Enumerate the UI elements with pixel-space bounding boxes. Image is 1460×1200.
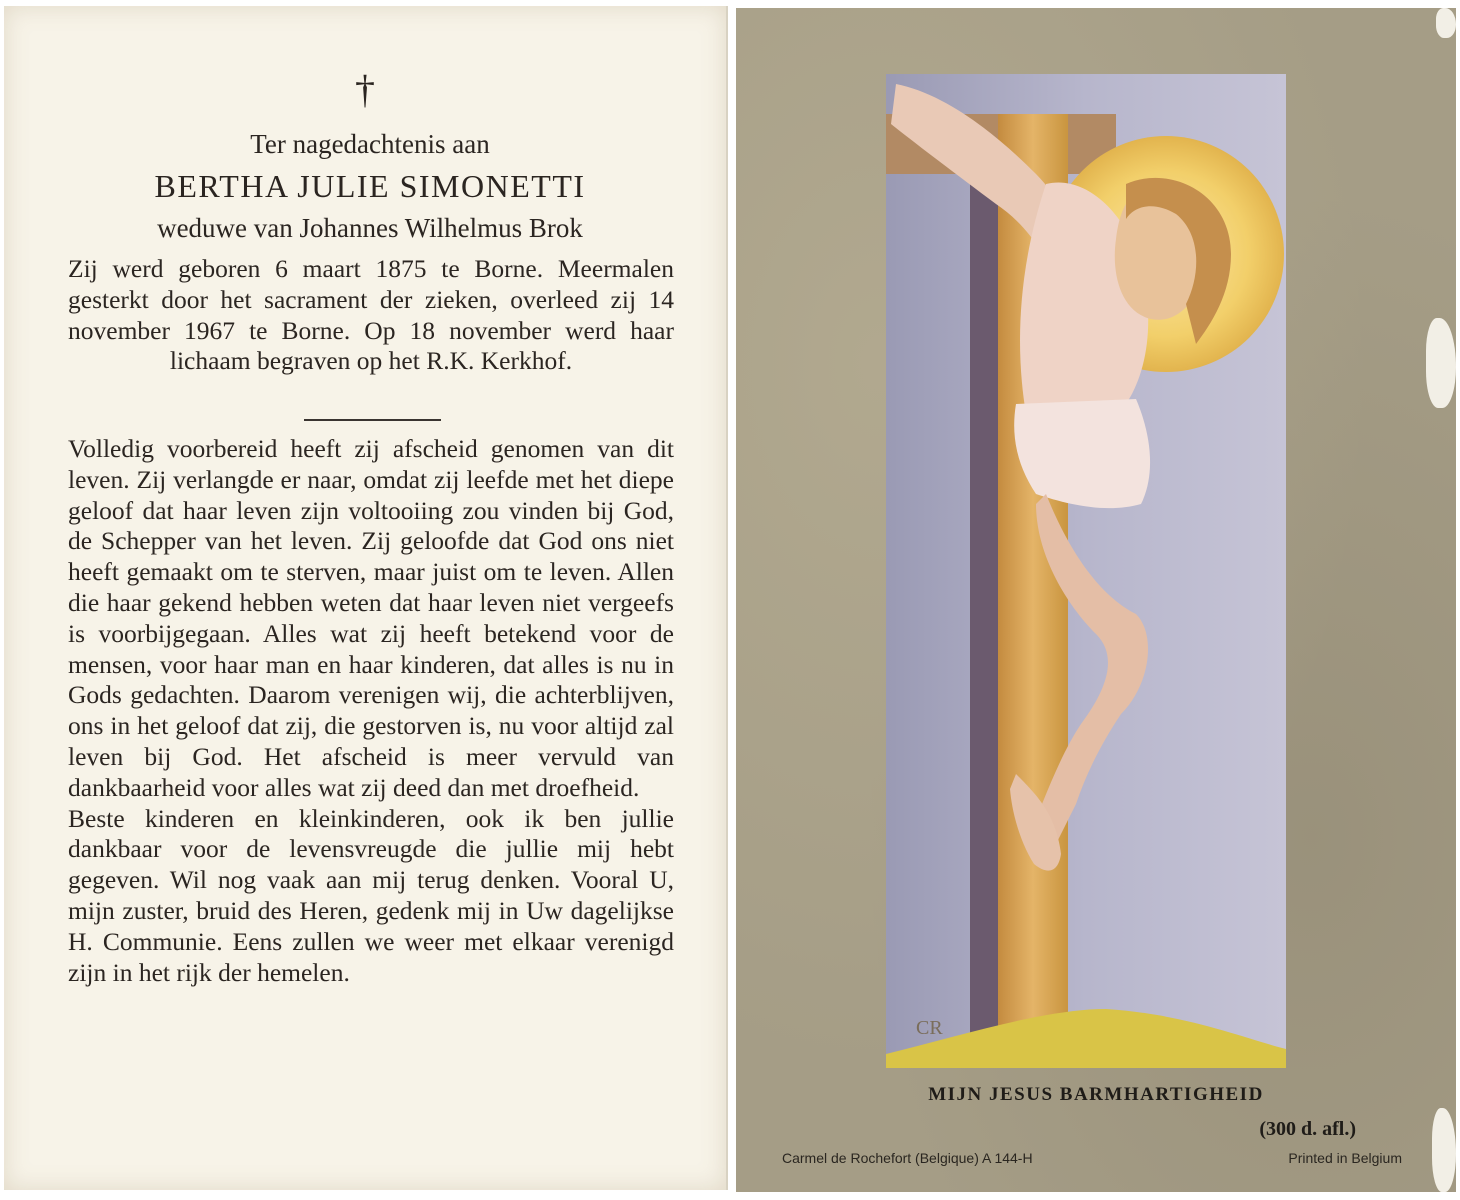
card-header [64, 124, 676, 248]
crucifixion-painting [886, 74, 1286, 1068]
paper-wear-mark [1436, 8, 1456, 38]
deceased-name: BERTHA JULIE SIMONETTI [154, 168, 586, 204]
paper-wear-mark [1426, 318, 1456, 408]
artist-signature: CR [916, 1017, 943, 1039]
memorial-body [68, 434, 674, 988]
divider-rule [304, 419, 441, 421]
publisher-credit: Carmel de Rochefort (Belgique) A 144-H [782, 1150, 1033, 1166]
memorial-intro: Ter nagedachtenis aan [250, 129, 490, 159]
body-paragraph: Beste kinderen en kleinkinderen, ook ik ben jullie dankbaar voor de levensvreugde die jullie mij hebt gegeven. Wil nog vaak aan mij terug denken. Vooral U, mijn zuster, bruid des Heren, gedenk mij in Uw dagelijkse H. Communie. Eens zullen we weer met elkaar verenigd zijn in het rijk der hemelen. [68, 803, 674, 987]
memorial-card-text-side [4, 6, 728, 1190]
painting-dark-stripe [970, 174, 1000, 1064]
widow-of-line: weduwe van Johannes Wilhelmus Brok [157, 213, 583, 243]
body-paragraph: Volledig voorbereid heeft zij afscheid genomen van dit leven. Zij verlangde er naar, omdat zij leefde met het diepe geloof dat haar leven zijn voltooiing zou vinden bij God, de Schepper van het leven. Zij geloofde dat God ons niet heeft gemaakt om te sterven, maar juist om te leven. Allen die haar gekend hebben weten dat haar leven niet vergeefs is voorbijgegaan. Alles wat zij heeft betekend voor de mensen, voor haar man en haar kinderen, dat alles is nu in Gods gedachten. Daarom verenigen wij, die achterblijven, ons in het geloof dat zij, die gestorven is, nu voor altijd zal leven bij God. Het afscheid is meer vervuld van dankbaarheid voor alles wat zij deed dan met droefheid. [68, 434, 674, 802]
cross-icon: † [355, 67, 375, 112]
paper-wear-mark [1432, 1108, 1456, 1192]
memorial-card-image-side [736, 8, 1456, 1192]
indulgence-note: (300 d. afl.) [1259, 1118, 1356, 1140]
biography-paragraph: Zij werd geboren 6 maart 1875 te Borne. Meermalen gesterkt door het sacrament der zieken, overleed zij 14 november 1967 te Borne. Op 18 november werd haar lichaam begraven op het R.K. Kerkhof. [68, 254, 674, 376]
printed-in-note: Printed in Belgium [1288, 1150, 1402, 1166]
image-caption-title: MIJN JESUS BARMHARTIGHEID [928, 1084, 1264, 1105]
figure-loincloth [1014, 399, 1150, 508]
